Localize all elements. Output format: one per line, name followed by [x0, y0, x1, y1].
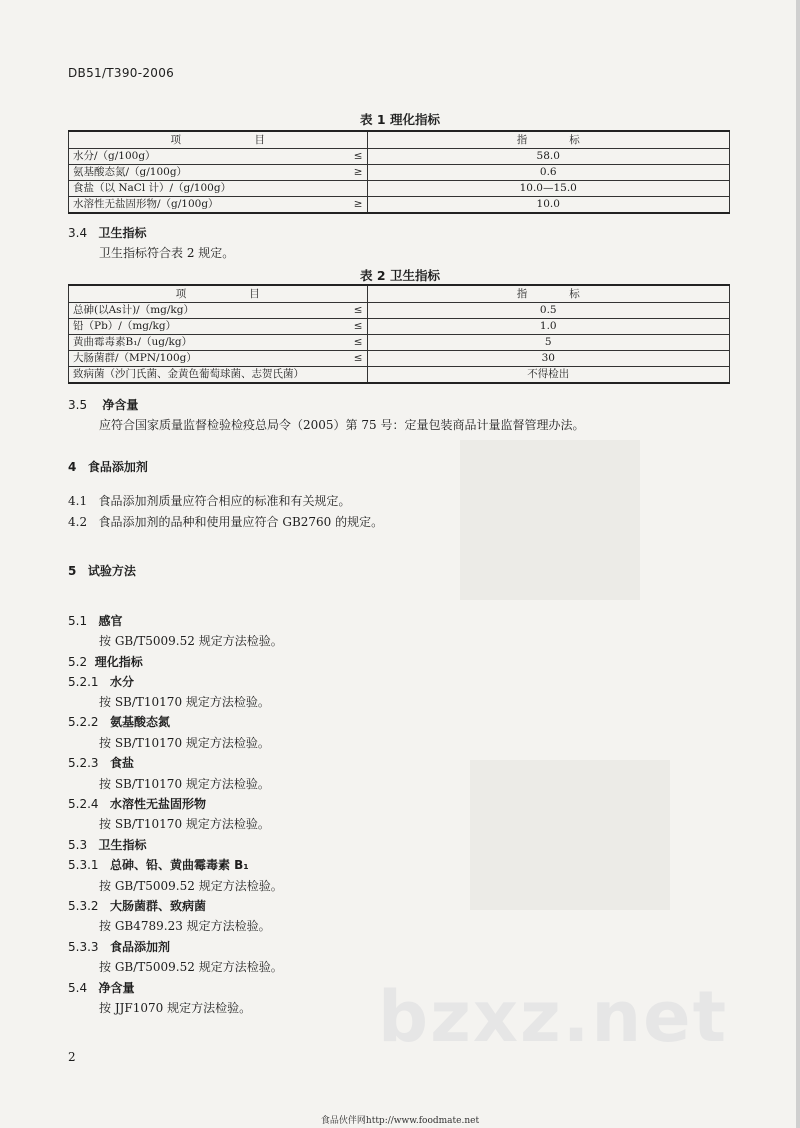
section-5-3-3-heading — [68, 938, 170, 955]
row-value: 0.6 — [367, 165, 730, 181]
section-title: 水分 — [110, 675, 135, 689]
row-value: 5 — [367, 335, 730, 351]
bleed-through-shadow — [460, 440, 640, 600]
row-value: 30 — [367, 351, 730, 367]
section-number: 5 — [68, 564, 77, 578]
row-comparator: ≤ — [337, 149, 368, 165]
section-5-1-heading — [68, 612, 123, 629]
table-header-item: 项 目 — [69, 131, 368, 149]
row-value: 58.0 — [367, 149, 730, 165]
table-row — [69, 165, 730, 181]
section-number: 5.2 — [68, 655, 88, 669]
section-number: 4.2 — [68, 515, 88, 529]
row-item: 食盐（以 NaCl 计）/（g/100g） — [69, 181, 337, 197]
section-title: 总砷、铅、黄曲霉毒素 B₁ — [110, 858, 249, 872]
section-number: 3.4 — [68, 226, 88, 240]
section-text: 食品添加剂的品种和使用量应符合 GB2760 的规定。 — [98, 515, 384, 529]
section-title: 理化指标 — [94, 655, 143, 669]
section-title: 食品添加剂 — [87, 460, 148, 474]
section-title: 感官 — [98, 614, 123, 628]
section-5-3-1-heading — [68, 856, 249, 873]
section-3-4-text: 卫生指标符合表 2 规定。 — [99, 246, 235, 260]
row-item: 黄曲霉毒素B₁/（ug/kg） — [69, 335, 337, 351]
row-item: 大肠菌群/（MPN/100g） — [69, 351, 337, 367]
section-number: 4.1 — [68, 494, 88, 508]
row-value: 10.0 — [367, 197, 730, 214]
table2-hygiene — [68, 284, 730, 384]
table-row — [69, 335, 730, 351]
section-title: 卫生指标 — [98, 226, 147, 240]
section-5-2-3-heading — [68, 754, 134, 771]
section-number: 5.3 — [68, 838, 88, 852]
section-number: 5.3.2 — [68, 899, 99, 913]
table-row — [69, 367, 730, 384]
row-item: 水分/（g/100g） — [69, 149, 337, 165]
section-5-1-text: 按 GB/T5009.52 规定方法检验。 — [99, 634, 283, 648]
section-5-2-heading — [68, 653, 143, 670]
row-comparator: ≤ — [337, 319, 368, 335]
row-value: 10.0—15.0 — [367, 181, 730, 197]
section-number: 5.2.1 — [68, 675, 99, 689]
section-number: 5.2.3 — [68, 756, 99, 770]
table1-physicochemical — [68, 130, 730, 214]
section-5-4-heading — [68, 979, 135, 996]
section-5-3-3-text: 按 GB/T5009.52 规定方法检验。 — [99, 960, 283, 974]
section-title: 试验方法 — [87, 564, 136, 578]
table-header-row — [69, 131, 730, 149]
section-title: 食品添加剂 — [110, 940, 171, 954]
table-row — [69, 181, 730, 197]
section-5-2-3-text: 按 SB/T10170 规定方法检验。 — [99, 777, 270, 791]
row-comparator — [337, 181, 368, 197]
table-header-value: 指 标 — [367, 285, 730, 303]
row-item: 铅（Pb）/（mg/kg） — [69, 319, 337, 335]
section-title: 氨基酸态氮 — [110, 715, 171, 729]
section-number: 5.3.3 — [68, 940, 99, 954]
section-title: 卫生指标 — [98, 838, 147, 852]
section-5-4-text: 按 JJF1070 规定方法检验。 — [99, 1001, 252, 1015]
row-comparator: ≤ — [337, 303, 368, 319]
section-title: 净含量 — [98, 981, 135, 995]
scan-edge — [796, 0, 800, 1128]
section-5-3-1-text: 按 GB/T5009.52 规定方法检验。 — [99, 879, 283, 893]
row-comparator: ≥ — [337, 165, 368, 181]
section-number: 3.5 — [68, 398, 88, 412]
section-number: 5.1 — [68, 614, 88, 628]
section-5-2-1-heading — [68, 673, 134, 690]
section-5-2-4-text: 按 SB/T10170 规定方法检验。 — [99, 817, 270, 831]
table2-caption: 表 2 卫生指标 — [360, 268, 440, 283]
row-comparator — [337, 367, 368, 384]
section-3-5-heading — [68, 396, 138, 413]
row-value: 0.5 — [367, 303, 730, 319]
row-comparator: ≥ — [337, 197, 368, 214]
section-5-2-2-heading — [68, 713, 170, 730]
section-number: 5.2.2 — [68, 715, 99, 729]
table-row — [69, 303, 730, 319]
table-row — [69, 197, 730, 214]
page-number: 2 — [68, 1050, 76, 1064]
section-5-2-4-heading — [68, 795, 206, 812]
section-4-heading — [68, 458, 148, 475]
table1-caption: 表 1 理化指标 — [360, 112, 440, 127]
section-title: 水溶性无盐固形物 — [110, 797, 207, 811]
row-item: 氨基酸态氮/（g/100g） — [69, 165, 337, 181]
table-row — [69, 319, 730, 335]
section-5-3-2-heading — [68, 897, 206, 914]
section-4-2 — [68, 513, 383, 530]
row-value: 1.0 — [367, 319, 730, 335]
section-title: 净含量 — [102, 398, 139, 412]
document-id: DB51/T390-2006 — [68, 66, 175, 80]
row-comparator: ≤ — [337, 351, 368, 367]
section-4-1 — [68, 492, 351, 509]
section-3-4-heading — [68, 224, 147, 241]
row-comparator: ≤ — [337, 335, 368, 351]
table-header-item: 项 目 — [69, 285, 368, 303]
footer-link[interactable]: 食品伙伴网http://www.foodmate.net — [320, 1116, 480, 1126]
section-number: 5.4 — [68, 981, 88, 995]
bleed-through-shadow — [470, 760, 670, 910]
section-5-3-heading — [68, 836, 147, 853]
row-item: 致病菌（沙门氏菌、金黄色葡萄球菌、志贺氏菌） — [69, 367, 337, 384]
row-item: 总砷(以As计)/（mg/kg） — [69, 303, 337, 319]
table-header-value: 指 标 — [367, 131, 730, 149]
row-value: 不得检出 — [367, 367, 730, 384]
watermark: bzxz.net — [378, 976, 729, 1058]
section-text: 食品添加剂质量应符合相应的标准和有关规定。 — [98, 494, 351, 508]
table-row — [69, 351, 730, 367]
section-5-heading — [68, 562, 136, 579]
section-3-5-text: 应符合国家质量监督检验检疫总局令（2005）第 75 号：定量包装商品计量监督管理办法。 — [99, 418, 585, 432]
section-5-3-2-text: 按 GB4789.23 规定方法检验。 — [99, 919, 271, 933]
row-item: 水溶性无盐固形物/（g/100g） — [69, 197, 337, 214]
section-5-2-2-text: 按 SB/T10170 规定方法检验。 — [99, 736, 270, 750]
section-title: 大肠菌群、致病菌 — [110, 899, 207, 913]
section-number: 4 — [68, 460, 77, 474]
table-row — [69, 149, 730, 165]
section-number: 5.2.4 — [68, 797, 99, 811]
section-number: 5.3.1 — [68, 858, 99, 872]
section-5-2-1-text: 按 SB/T10170 规定方法检验。 — [99, 695, 270, 709]
table-header-row — [69, 285, 730, 303]
section-title: 食盐 — [110, 756, 135, 770]
